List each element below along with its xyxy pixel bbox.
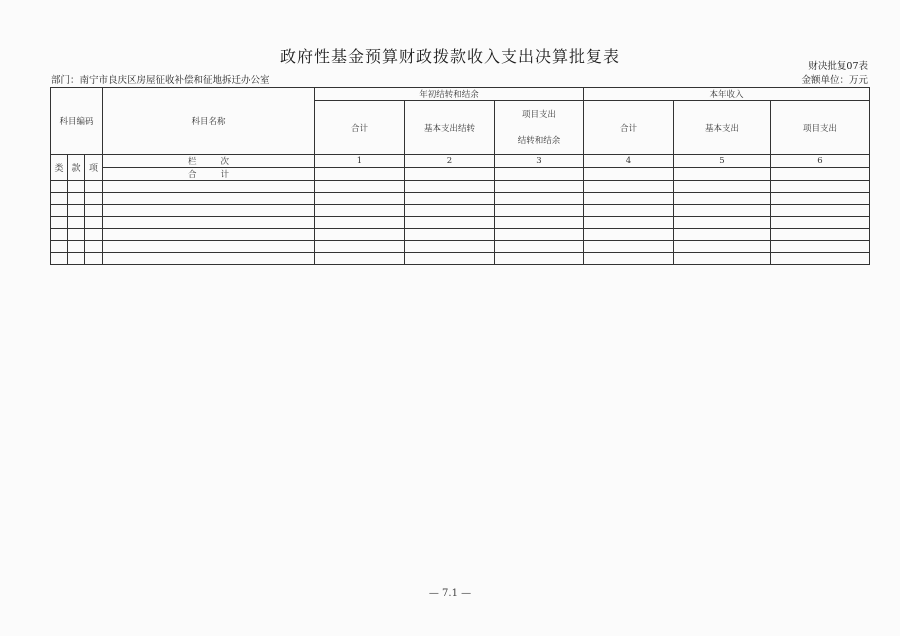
col-number: 3 [495, 155, 584, 168]
table-row [51, 229, 870, 241]
header-basic-carryover: 基本支出结转 [405, 101, 495, 155]
header-carryover-group: 年初结转和结余 [315, 88, 584, 101]
page-number: — 7.1 — [428, 588, 472, 599]
table-row [51, 193, 870, 205]
budget-table [50, 87, 870, 265]
header-basic-expenditure: 基本支出 [674, 101, 771, 155]
header-total-carryover: 合计 [315, 101, 405, 155]
code-section: 款 [68, 155, 85, 181]
col-number: 6 [771, 155, 870, 168]
col-number: 4 [584, 155, 674, 168]
col-number: 1 [315, 155, 405, 168]
header-total-income: 合计 [584, 101, 674, 155]
header-project-expenditure: 项目支出 [771, 101, 870, 155]
table-row [51, 217, 870, 229]
code-class: 类 [51, 155, 68, 181]
amount-unit: 金额单位：万元 [801, 75, 868, 86]
col-number: 2 [405, 155, 495, 168]
header-income-group: 本年收入 [584, 88, 870, 101]
header-project-carryover: 项目支出 结转和结余 [495, 101, 584, 155]
code-item: 项 [85, 155, 103, 181]
department-label: 部门：南宁市良庆区房屋征收补偿和征地拆迁办公室 [51, 75, 270, 86]
col-number: 5 [674, 155, 771, 168]
table-row [51, 181, 870, 193]
table-row [51, 205, 870, 217]
header-subject-code: 科目编码 [51, 88, 103, 155]
table-row [51, 253, 870, 265]
document-title: 政府性基金预算财政拨款收入支出决算批复表 [279, 47, 620, 66]
total-row-label: 合计 [103, 168, 315, 181]
header-subject-name: 科目名称 [103, 88, 315, 155]
seq-label: 栏次 [103, 155, 315, 168]
table-row [51, 241, 870, 253]
form-number: 财决批复07表 [808, 61, 868, 72]
